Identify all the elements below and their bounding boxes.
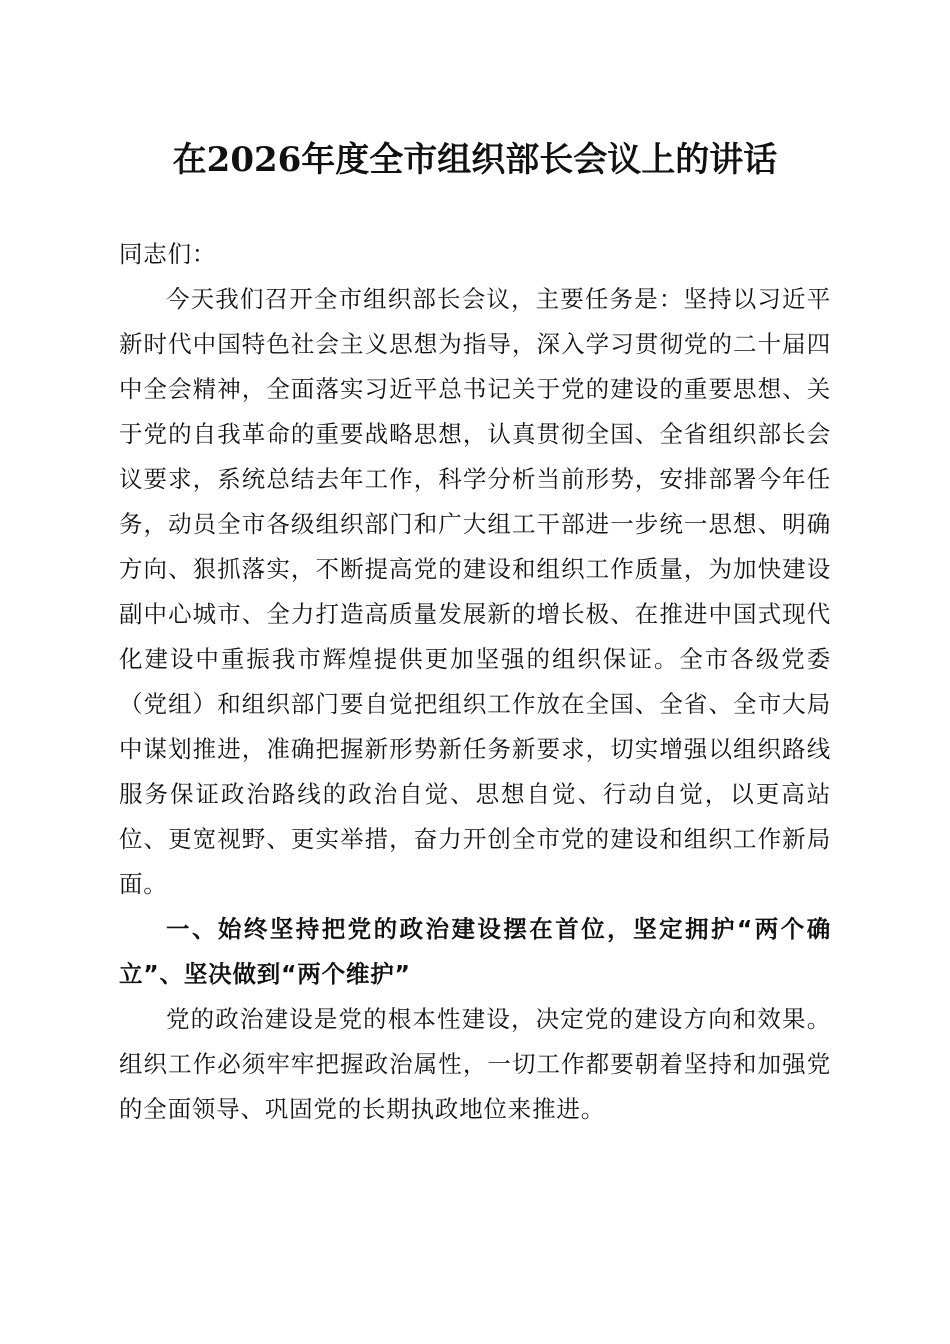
section-1-paragraph: 党的政治建设是党的根本性建设，决定党的建设方向和效果。组织工作必须牢牢把握政治属性，一切工作都要朝着坚持和加强党的全面领导、巩固党的长期执政地位来推进。 [119,1005,831,1123]
section-heading-1: 一、始终坚持把党的政治建设摆在首位，坚定拥护“两个确立”、坚决做到“两个维护” [119,915,831,988]
document-body [119,232,831,1132]
greeting: 同志们： [119,240,217,268]
opening-paragraph: 今天我们召开全市组织部长会议，主要任务是：坚持以习近平新时代中国特色社会主义思想为指导，深入学习贯彻党的二十届四中全会精神，全面落实习近平总书记关于党的建设的重要思想、关于党的自我革命的重要战略思想，认真贯彻全国、全省组织部长会议要求，系统总结去年工作，科学分析当前形势，安排部署今年任务，动员全市各级组织部门和广大组工干部进一步统一思想、明确方向、狠抓落实，不断提高党的建设和组织工作质量，为加快建设副中心城市、全力打造高质量发展新的增长极、在推进中国式现代化建设中重振我市辉煌提供更加坚强的组织保证。全市各级党委（党组）和组织部门要自觉把组织工作放在全国、全省、全市大局中谋划推进，准确把握新形势新任务新要求，切实增强以组织路线服务保证政治路线的政治自觉、思想自觉、行动自觉，以更高站位、更宽视野、更实举措，奋力开创全市党的建设和组织工作新局面。 [119,285,831,898]
document-title: 在2026年度全市组织部长会议上的讲话 [172,140,778,180]
